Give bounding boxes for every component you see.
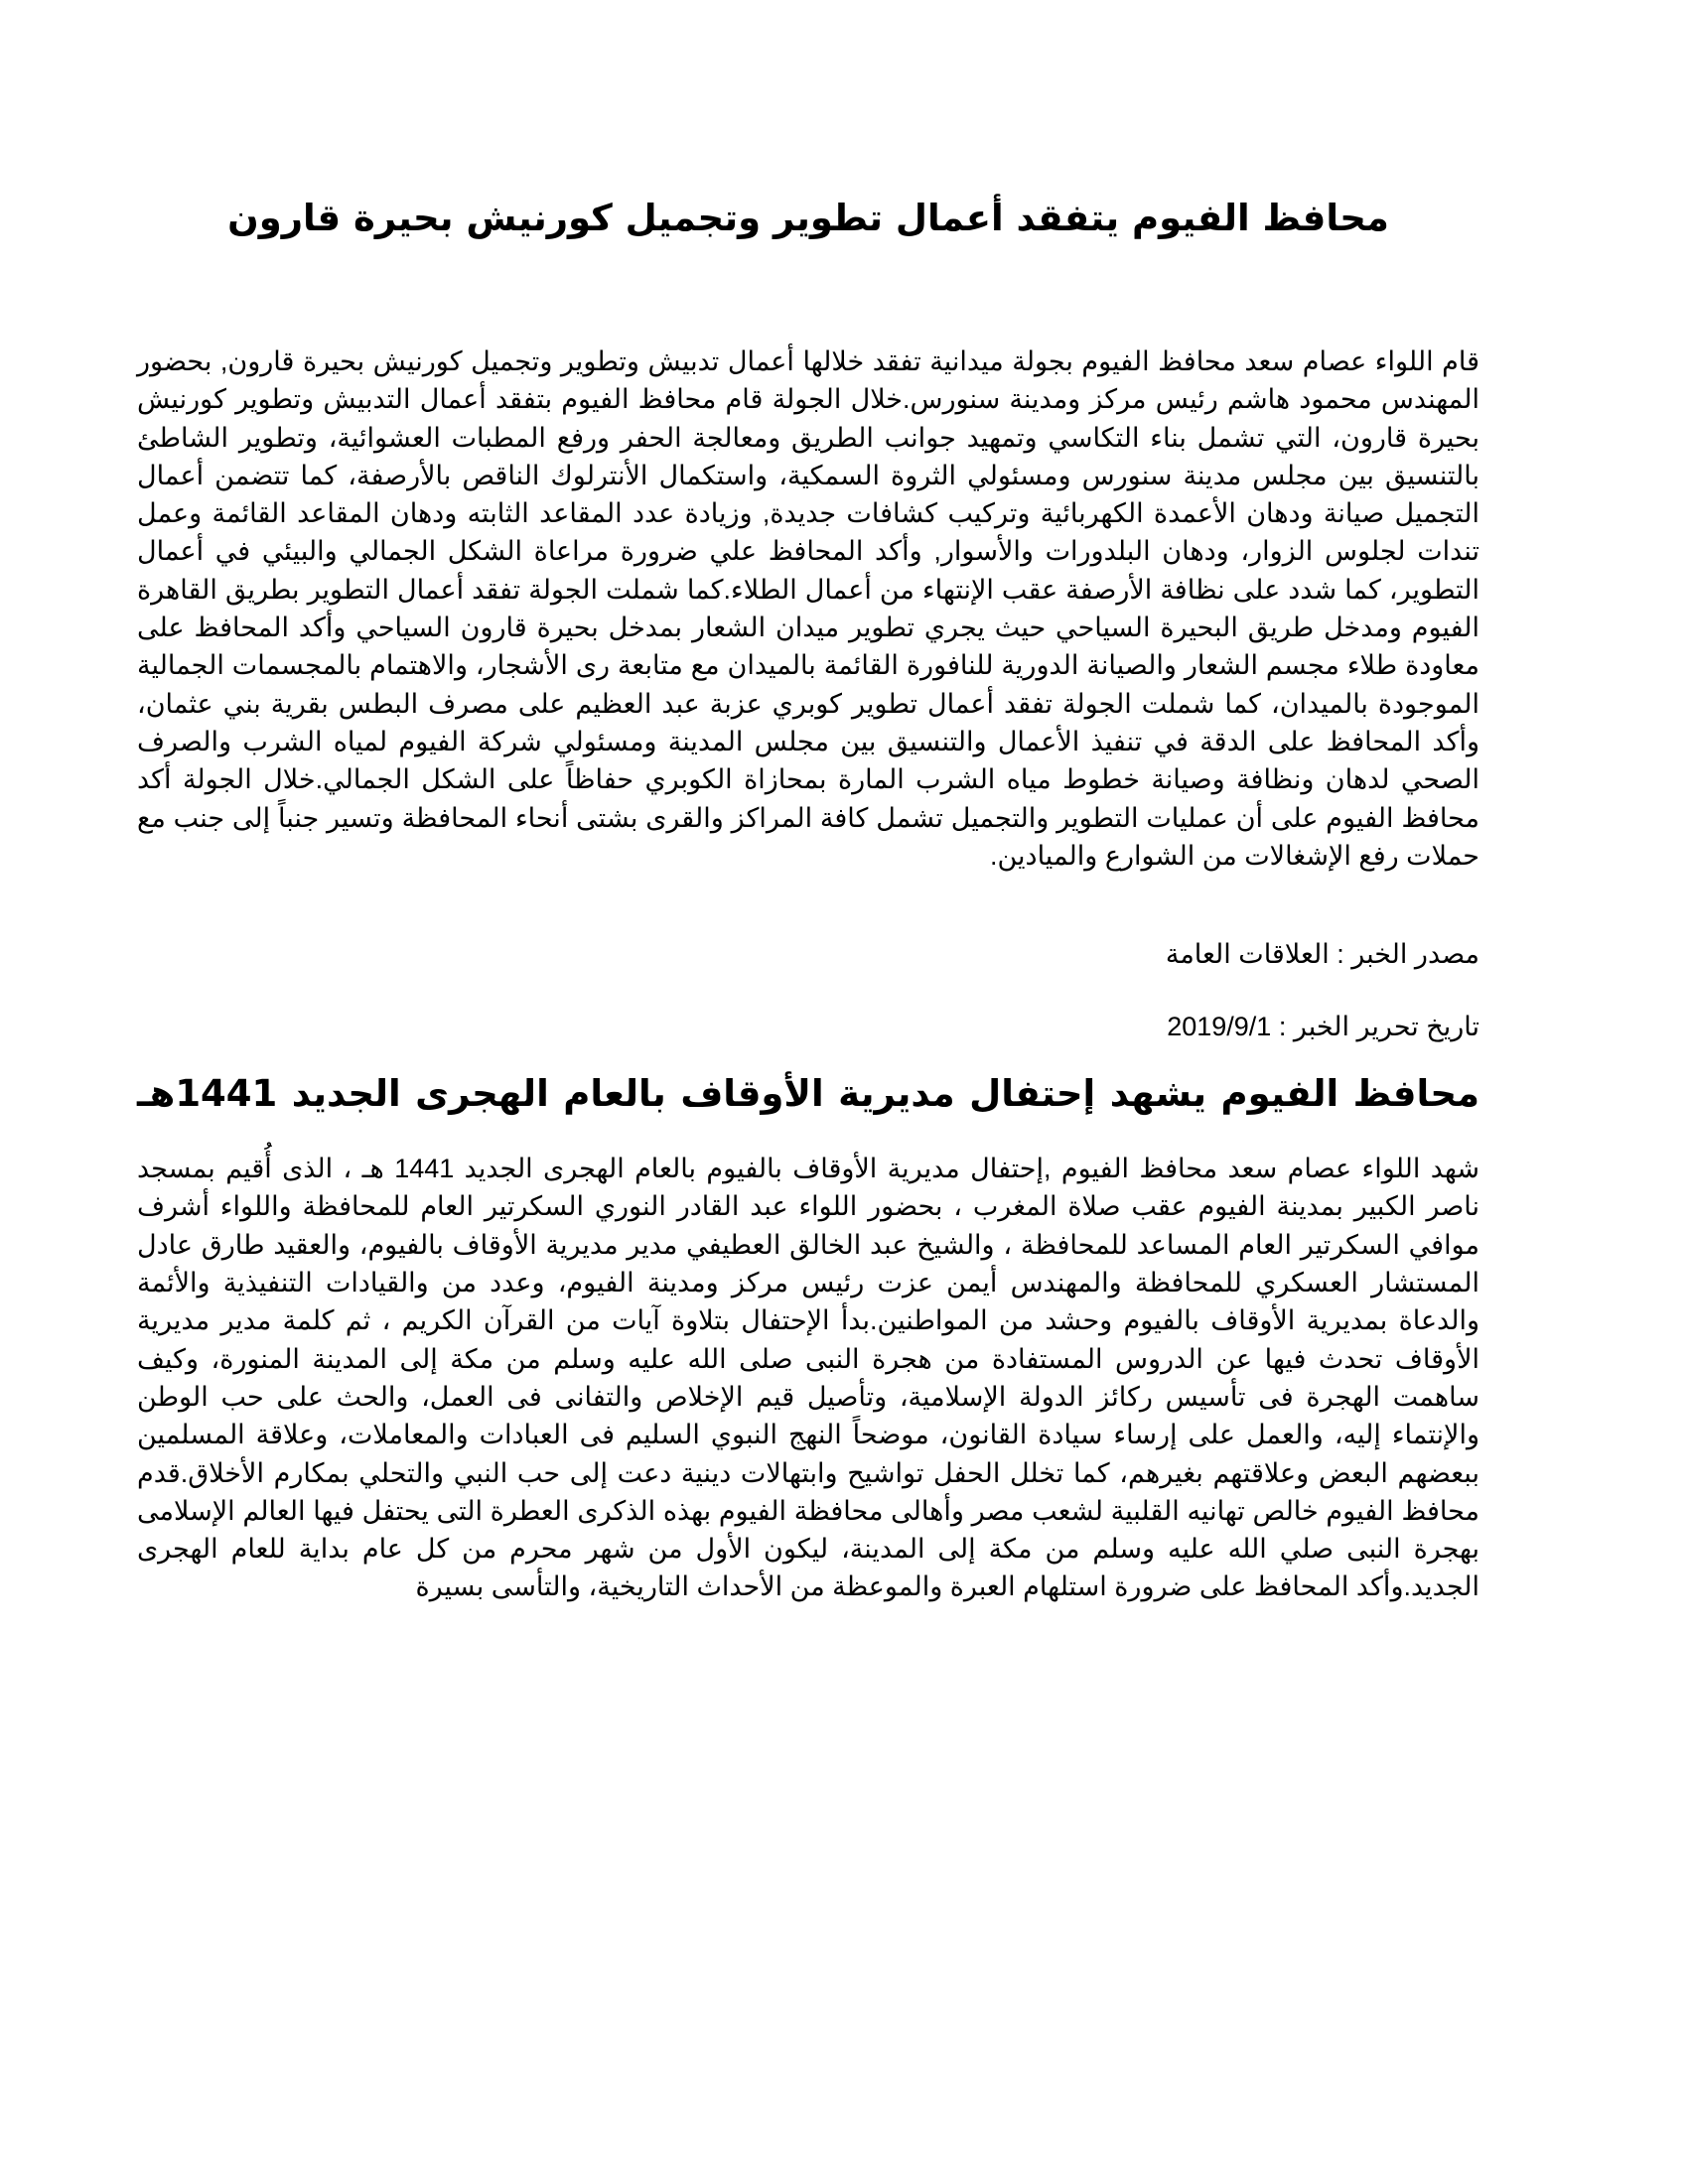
article-body: قام اللواء عصام سعد محافظ الفيوم بجولة ميدانية تفقد خلالها أعمال تدبيش وتطوير وتجميل كورنيش بحيرة قارون, بحضور المهندس محمود هاشم رئيس مركز ومدينة سنورس.خلال الجولة قام محافظ الفيوم بتفقد أعمال التدبيش وتطوير كورنيش بحيرة قارون، التي تشمل بناء التكاسي وتمهيد جوانب الطريق ومعالجة الحفر ورفع المطبات العشوائية، وتطوير الشاطئ بالتنسيق بين مجلس مدينة سنورس ومسئولي الثروة السمكية، واستكمال الأنترلوك الناقص بالأرصفة، كما تتضمن أعمال التجميل صيانة ودهان الأعمدة الكهربائية وتركيب كشافات جديدة, وزيادة عدد المقاعد الثابته ودهان المقاعد القائمة وعمل تندات لجلوس الزوار، ودهان البلدورات والأسوار, وأكد المحافظ علي ضرورة مراعاة الشكل الجمالي والبيئي في أعمال التطوير، كما شدد على نظافة الأرصفة عقب الإنتهاء من أعمال الطلاء.كما شملت الجولة تفقد أعمال التطوير بطريق القاهرة الفيوم ومدخل طريق البحيرة السياحي حيث يجري تطوير ميدان الشعار بمدخل بحيرة قارون السياحي وأكد المحافظ على معاودة طلاء مجسم الشعار والصيانة الدورية للنافورة القائمة بالميدان مع متابعة رى الأشجار، والاهتمام بالمجسمات الجمالية الموجودة بالميدان، كما شملت الجولة تفقد أعمال تطوير كوبري عزبة عبد العظيم على مصرف البطس بقرية بني عثمان، وأكد المحافظ على الدقة في تنفيذ الأعمال والتنسيق بين مجلس المدينة ومسئولي شركة الفيوم لمياه الشرب والصرف الصحي لدهان ونظافة وصيانة خطوط مياه الشرب المارة بمحازاة الكوبري حفاظاً على الشكل الجمالي.خلال الجولة أكد محافظ الفيوم على أن عمليات التطوير والتجميل تشمل كافة المراكز والقرى بشتى أنحاء المحافظة وتسير جنباً إلى جنب مع حملات رفع الإشغالات من الشوارع والميادين. — [137, 346, 1479, 871]
article-title: محافظ الفيوم يتفقد أعمال تطوير وتجميل كورنيش بحيرة قارون — [227, 197, 1389, 239]
news-date: تاريخ تحرير الخبر : 2019/9/1 — [1167, 1012, 1479, 1042]
second-article-body: شهد اللواء عصام سعد محافظ الفيوم ,إحتفال مديرية الأوقاف بالفيوم بالعام الهجرى الجديد 1441 هـ ، الذى أُقيم بمسجد ناصر الكبير بمدينة الفيوم عقب صلاة المغرب ، بحضور اللواء عبد القادر النوري السكرتير العام للمحافظة واللواء أشرف موافي السكرتير العام المساعد للمحافظة ، والشيخ عبد الخالق العطيفي مدير مديرية الأوقاف بالفيوم، والعقيد طارق عادل المستشار العسكري للمحافظة والمهندس أيمن عزت رئيس مركز ومدينة الفيوم، وعدد من والقيادات التنفيذية والأئمة والدعاة بمديرية الأوقاف بالفيوم وحشد من المواطنين.بدأ الإحتفال بتلاوة آيات من القرآن الكريم ، ثم كلمة مدير مديرية الأوقاف تحدث فيها عن الدروس المستفادة من هجرة النبى صلى الله عليه وسلم من مكة إلى المدينة المنورة، وكيف ساهمت الهجرة فى تأسيس ركائز الدولة الإسلامية، وتأصيل قيم الإخلاص والتفانى فى العمل، والحث على حب الوطن والإنتماء إليه، والعمل على إرساء سيادة القانون، موضحاً النهج النبوي السليم فى العبادات والمعاملات، وعلاقة المسلمين ببعضهم البعض وعلاقتهم بغيرهم، كما تخلل الحفل تواشيح وابتهالات دينية دعت إلى حب النبي والتحلي بمكارم الأخلاق.قدم محافظ الفيوم خالص تهانيه القلبية لشعب مصر وأهالى محافظة الفيوم بهذه الذكرى العطرة التى يحتفل فيها العالم الإسلامى بهجرة النبى صلي الله عليه وسلم من مكة إلى المدينة، ليكون الأول من شهر محرم من كل عام بداية للعام الهجرى الجديد.وأكد المحافظ على ضرورة استلهام العبرة والموعظة من الأحداث التاريخية، والتأسى بسيرة — [137, 1154, 1480, 1602]
news-source: مصدر الخبر : العلاقات العامة — [1165, 939, 1479, 970]
second-article-title: محافظ الفيوم يشهد إحتفال مديرية الأوقاف بالعام الهجرى الجديد 1441هـ — [137, 1072, 1479, 1116]
document-page — [137, 189, 1479, 1606]
